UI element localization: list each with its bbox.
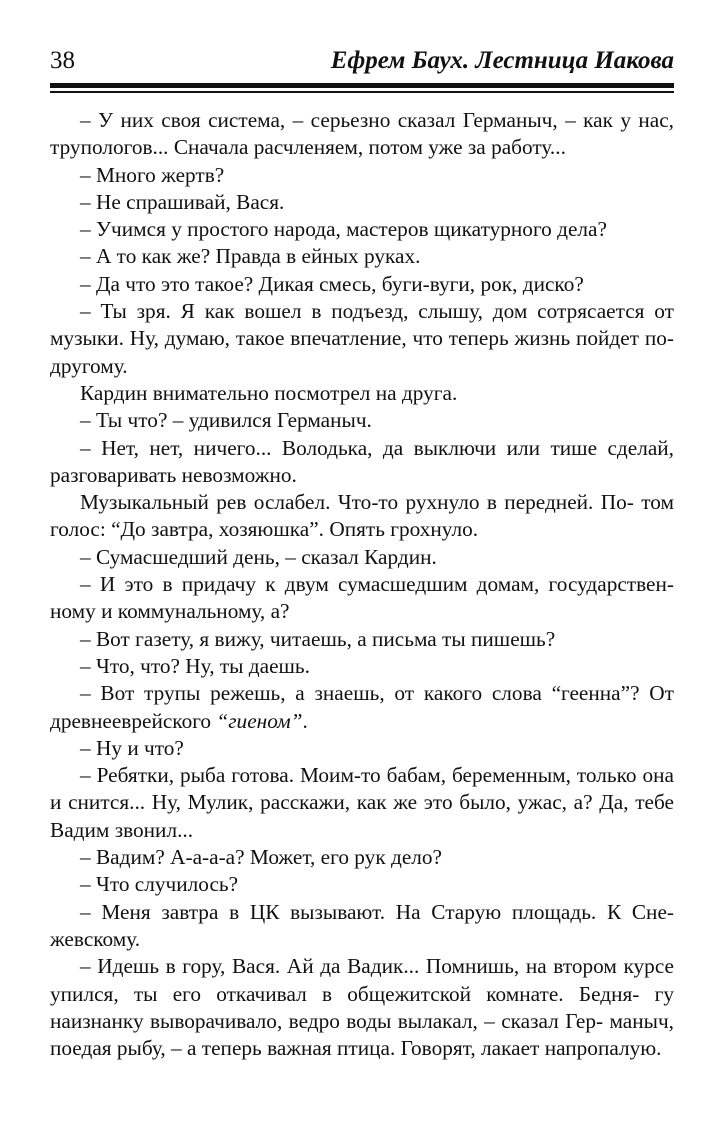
paragraph [50, 762, 674, 844]
text-line: – Ты зря. Я как вошел в подъезд, слышу, дом сотрясается от [80, 299, 674, 324]
text-line: – У них своя система, – серьезно сказал Германыч, – как у [80, 108, 631, 132]
text-line: – Что, что? Ну, ты даешь. [80, 653, 310, 678]
page-header [50, 44, 674, 80]
page-number: 38 [50, 47, 75, 74]
paragraph [50, 735, 674, 762]
paragraph [50, 653, 674, 680]
text-line: ному и коммунальному, а? [50, 599, 290, 624]
text-line: – Ребятки, рыба готова. Моим-то бабам, беременным, только [80, 763, 637, 788]
paragraph [50, 298, 674, 380]
running-head: Ефрем Баух. Лестница Иакова [330, 47, 674, 74]
text-line: по-другому. [50, 326, 674, 378]
paragraph [50, 544, 674, 571]
paragraph [50, 380, 674, 407]
text-line: – Да что это такое? Дикая смесь, буги-вуги, рок, диско? [80, 271, 584, 296]
text-line: – Вадим? А-а-а-а? Может, его рук дело? [80, 845, 443, 870]
paragraph [50, 216, 674, 243]
text-line: – Ты что? – удивился Германыч. [80, 408, 372, 433]
text-line: гу наизнанку выворачивало, ведро воды вылакал, – сказал Гер- [50, 981, 674, 1033]
text-line: – Вот трупы режешь, а знаешь, от какого слова “геенна”? От [80, 681, 674, 706]
paragraph [50, 407, 674, 434]
paragraph [50, 953, 674, 1062]
text-line: Кардин внимательно посмотрел на друга. [80, 380, 458, 405]
text-line: – Что случилось? [80, 872, 239, 897]
text-suffix: . [302, 708, 308, 733]
text-line: напропалую. [544, 1036, 662, 1061]
text-line: – Сумасшедший день, – сказал Кардин. [80, 544, 437, 569]
italic-term: “гиеном” [216, 708, 303, 733]
text-line: Музыкальный рев ослабел. Что-то рухнуло в передней. По- [80, 490, 634, 515]
text-line: древнееврейского [50, 708, 217, 733]
paragraph [50, 243, 674, 270]
paragraph [50, 271, 674, 298]
paragraph [50, 489, 674, 544]
paragraph [50, 435, 674, 490]
text-line: она и снится... Ну, Мулик, расскажи, как же это было, ужас, а? [50, 763, 675, 815]
text-line: – Идешь в гору, Вася. Ай да Вадик... Помнишь, на втором [80, 954, 617, 979]
paragraph [50, 871, 674, 898]
text-line: – Меня завтра в ЦК вызывают. На Старую площадь. К Сне- [80, 899, 674, 924]
text-line: музыки. Ну, думаю, такое впечатление, что теперь жизнь пойдет [50, 326, 640, 351]
paragraph [50, 680, 674, 735]
text-line: – Учимся у простого народа, мастеров щикатурного дела? [80, 217, 607, 242]
text-line: Да, тебе Вадим звонил... [50, 790, 674, 842]
text-line: том голос: “До завтра, хозяюшка”. Опять грохнуло. [50, 490, 674, 542]
paragraph [50, 626, 674, 653]
paragraph [50, 162, 674, 189]
paragraph [50, 571, 674, 626]
text-line: – Ну и что? [80, 735, 184, 760]
text-line: – Не спрашивай, Вася. [80, 189, 285, 214]
text-line: – А то как же? Правда в ейных руках. [80, 244, 421, 269]
paragraph [50, 189, 674, 216]
text-line: – И это в придачу к двум сумасшедшим домам, государствен- [80, 572, 674, 597]
text-line: разговаривать невозможно. [50, 462, 297, 487]
text-line: – Нет, нет, ничего... Володька, да выключи или тише сделай, [80, 435, 674, 460]
paragraph [50, 844, 674, 871]
text-line: нас, трупологов... Сначала расчленяем, потом уже за работу... [50, 108, 674, 160]
text-line: курсе упился, ты его откачивал в общежитской комнате. Бедня- [50, 954, 674, 1006]
paragraph [50, 899, 674, 954]
text-line: – Много жертв? [80, 162, 225, 187]
text-line: жевскому. [50, 926, 141, 951]
paragraph [50, 107, 674, 162]
body-text [50, 107, 674, 1062]
header-rule-thin [50, 91, 674, 93]
text-line: маныч, поедая рыбу, – а теперь важная птица. Говорят, лакает [50, 1008, 674, 1061]
header-rule-thick [50, 83, 674, 88]
text-line: – Вот газету, я вижу, читаешь, а письма ты пишешь? [80, 626, 556, 651]
